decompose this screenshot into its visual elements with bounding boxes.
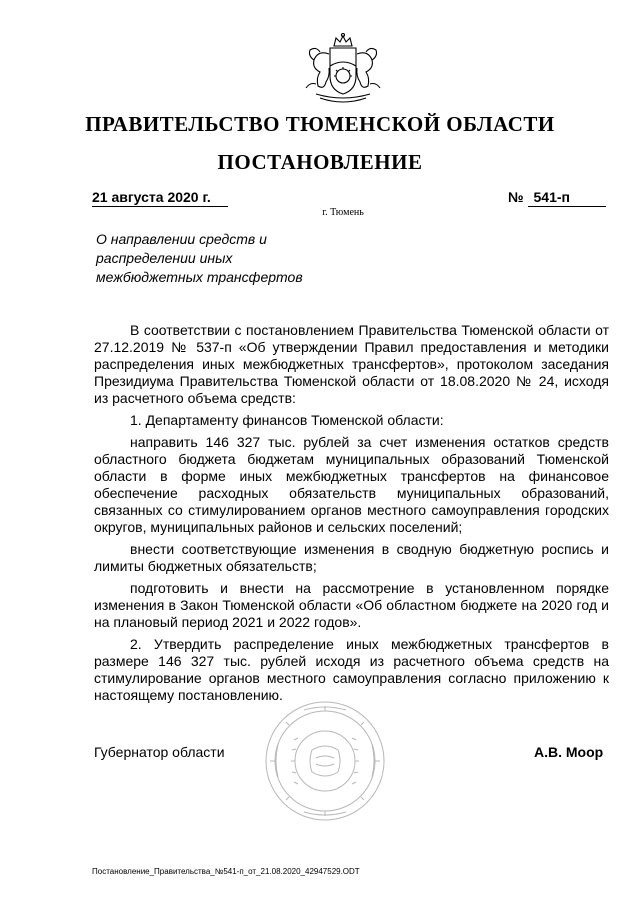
body-paragraph: В соответствии с постановлением Правительства Тюменской области от 27.12.2019 № 537-п «Об утверждении Правил предоставления и методики распределения иных межбюджетных трансфертов», протоколом заседания Президиума Правительства Тюменской области от 18.08.2020 № 24, исходя из расчетного объема средств:: [94, 322, 609, 406]
footer-filename: Постановление_Правительства_№541-п_от_21.08.2020_42947529.ODT: [92, 867, 360, 876]
tyumen-coat-of-arms-icon: [296, 32, 390, 110]
document-subject: [96, 230, 326, 287]
body-paragraph: подготовить и внести на рассмотрение в установленном порядке изменения в Закон Тюменской области «Об областном бюджете на 2020 год и на плановый период 2021 и 2022 годов».: [94, 580, 609, 630]
document-date: 21 августа 2020 г.: [92, 189, 228, 207]
signatory-title: Губернатор области: [94, 744, 225, 760]
subject-line: межбюджетных трансфертов: [96, 269, 303, 285]
document-city: г. Тюмень: [322, 207, 364, 218]
document-body: [94, 322, 609, 709]
body-paragraph: направить 146 327 тыс. рублей за счет изменения остатков средств областного бюджета бюджетам муниципальных образований Тюменской области в форме иных межбюджетных трансфертов на финансовое обеспечение расходных обязательств муниципальных образований, связанных со стимулированием органов местного самоуправления городских округов, муниципальных районов и сельских поселений;: [94, 434, 609, 535]
organization-title: ПРАВИТЕЛЬСТВО ТЮМЕНСКОЙ ОБЛАСТИ: [85, 112, 555, 136]
official-seal-icon: [264, 700, 386, 822]
number-value: 541-п: [528, 189, 606, 207]
signatory-name: А.В. Моор: [534, 744, 604, 760]
body-paragraph: 2. Утвердить распределение иных межбюджетных трансфертов в размере 146 327 тыс. рублей исходя из расчетного объема средств на стимулирование органов местного самоуправления согласно приложению к настоящему постановлению.: [94, 636, 609, 703]
body-paragraph: внести соответствующие изменения в сводную бюджетную роспись и лимиты бюджетных обязательств;: [94, 541, 609, 574]
subject-line: О направлении средств и: [96, 231, 267, 247]
body-paragraph: 1. Департаменту финансов Тюменской области:: [130, 412, 444, 428]
document-number: [508, 189, 606, 207]
document-type-title: ПОСТАНОВЛЕНИЕ: [217, 150, 423, 174]
number-prefix: №: [508, 189, 524, 205]
subject-line: распределении иных: [96, 250, 233, 266]
